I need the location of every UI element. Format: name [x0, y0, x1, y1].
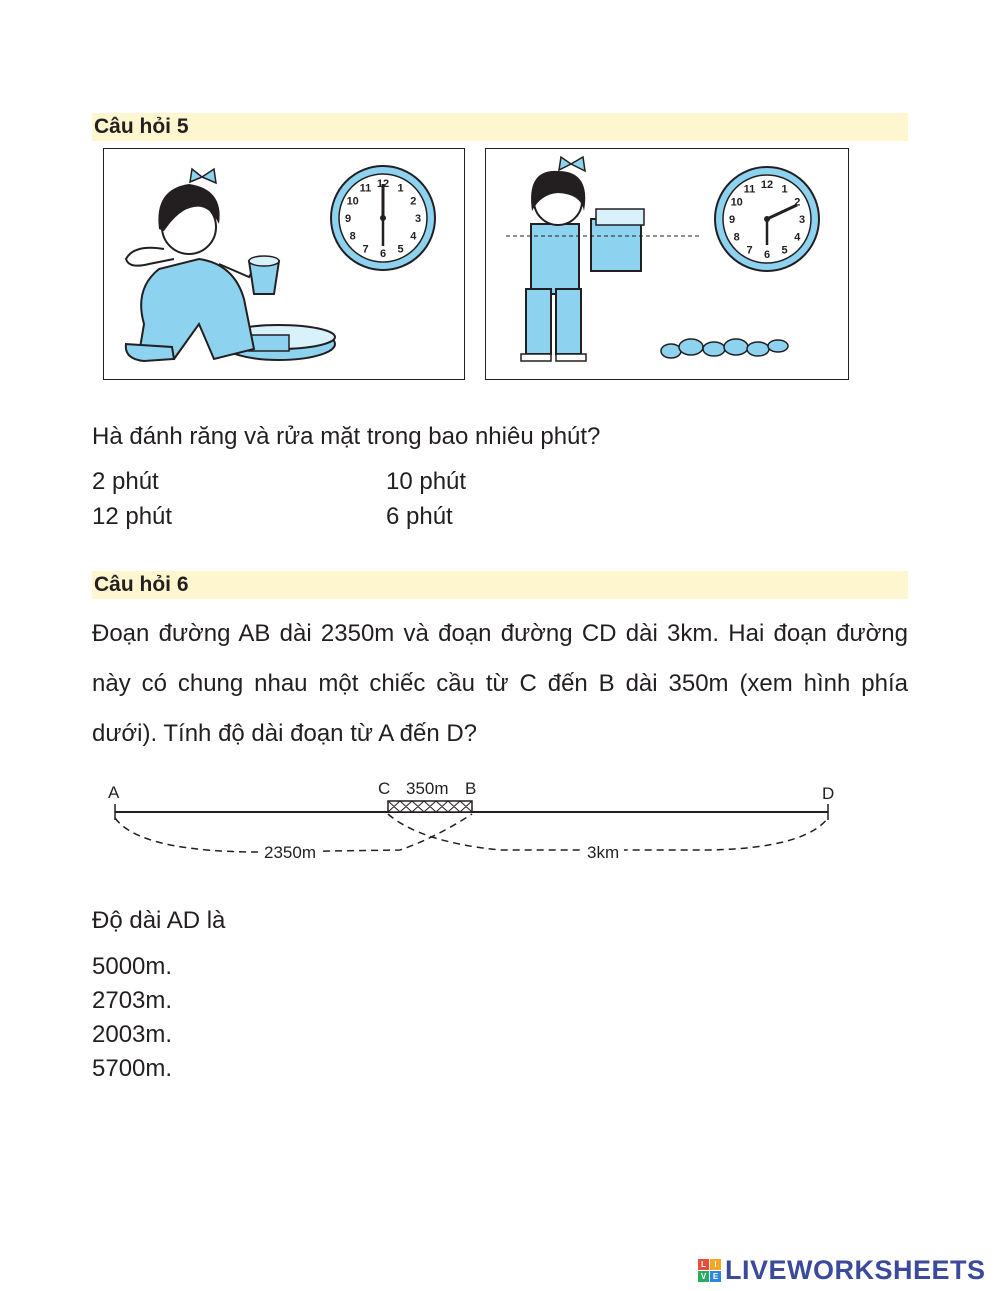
label-a: A — [108, 783, 120, 802]
label-bridge: 350m — [406, 779, 449, 798]
clock-number: 9 — [344, 213, 352, 225]
logo-letter: I — [710, 1259, 721, 1270]
question-5-text: Hà đánh răng và rửa mặt trong bao nhiêu phút? — [92, 423, 601, 450]
clock-number: 10 — [346, 195, 359, 208]
clock-number: 3 — [798, 214, 806, 226]
clock-number: 6 — [379, 248, 387, 260]
girl-brushing-illustration — [104, 149, 463, 378]
clock-number: 8 — [733, 231, 740, 244]
road-diagram — [100, 772, 850, 867]
label-cd-length: 3km — [587, 843, 620, 862]
clock-number: 12 — [376, 178, 390, 190]
clock-number: 8 — [349, 230, 356, 243]
bridge-segment — [388, 801, 472, 812]
clock-number: 12 — [760, 179, 774, 191]
clock-number: 11 — [359, 182, 372, 195]
clock-number: 5 — [781, 244, 788, 257]
clock-number: 1 — [397, 182, 404, 195]
option-2703m[interactable]: 2703m. — [92, 987, 173, 1014]
option-2003m[interactable]: 2003m. — [92, 1021, 173, 1048]
label-ab-length: 2350m — [264, 843, 316, 862]
clock-number: 3 — [414, 213, 422, 225]
logo-letter: V — [698, 1271, 709, 1282]
option-6-phut[interactable]: 6 phút — [386, 503, 453, 530]
clock-number: 4 — [794, 231, 801, 244]
option-10-phut[interactable]: 10 phút — [386, 468, 467, 495]
label-d: D — [822, 784, 835, 803]
clock-number: 7 — [362, 243, 369, 256]
clock-number: 11 — [743, 183, 756, 196]
option-5000m[interactable]: 5000m. — [92, 953, 173, 980]
picture-brushing-teeth — [103, 148, 465, 380]
clock-number: 2 — [410, 195, 417, 208]
clock-number: 9 — [728, 214, 736, 226]
clock-number: 2 — [794, 196, 801, 209]
logo-blocks-icon — [698, 1259, 721, 1282]
liveworksheets-logo — [698, 1255, 986, 1285]
logo-letter: E — [710, 1271, 721, 1282]
clock-number: 6 — [763, 249, 771, 261]
logo-letter: L — [698, 1259, 709, 1270]
clock-number: 1 — [781, 183, 788, 196]
option-2-phut[interactable]: 2 phút — [92, 468, 159, 495]
logo-text: LIVEWORKSHEETS — [725, 1254, 986, 1285]
picture-washing-face — [485, 148, 849, 380]
option-5700m[interactable]: 5700m. — [92, 1055, 173, 1082]
girl-towel-illustration — [486, 149, 847, 378]
clock-number: 4 — [410, 230, 417, 243]
clock-number: 10 — [730, 196, 743, 209]
option-12-phut[interactable]: 12 phút — [92, 503, 173, 530]
clock-number: 7 — [746, 244, 753, 257]
label-b: B — [465, 779, 477, 798]
question-6-prompt: Độ dài AD là — [92, 907, 226, 934]
label-c: C — [378, 779, 391, 798]
question-6-text: Đoạn đường AB dài 2350m và đoạn đường CD dài 3km. Hai đoạn đường này có chung nhau một chiếc cầu từ C đến B dài 350m (xem hình phía dưới). Tính độ dài đoạn từ A đến D? — [92, 620, 908, 747]
clock-number: 5 — [397, 243, 404, 256]
question-6-heading: Câu hỏi 6 — [92, 571, 908, 599]
question-5-heading: Câu hỏi 5 — [92, 113, 908, 141]
